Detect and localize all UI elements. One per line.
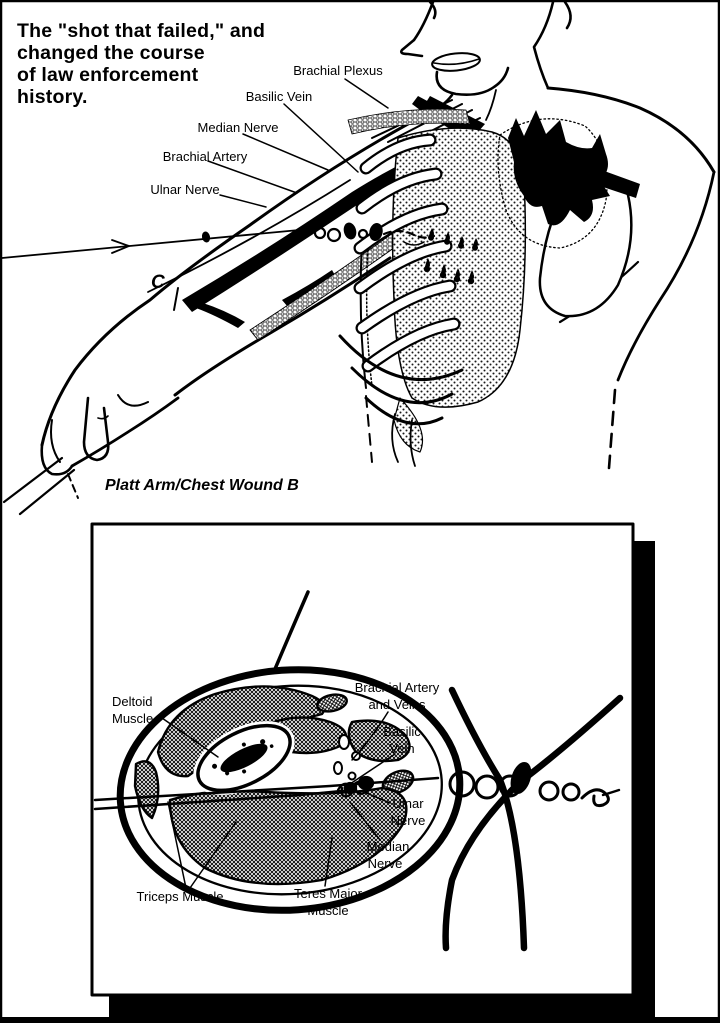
title-line-3: of law enforcement [17, 64, 199, 86]
point-marker-c: C [151, 272, 165, 293]
gun-line [4, 458, 62, 502]
leader-brachial-plexus [345, 79, 388, 108]
nose [401, 40, 422, 56]
vessel [349, 773, 356, 780]
leader-basilic-vein [284, 104, 358, 172]
face-profile [414, 2, 433, 40]
label-deltoid-2: Muscle [112, 711, 154, 726]
upper-diagram [2, 2, 714, 514]
torso-right-dashed [609, 390, 615, 468]
label-basilic-vein: Basilic Vein [245, 89, 313, 104]
label-median-2: Nerve [367, 856, 403, 871]
label-teres-2: Muscle [307, 903, 349, 918]
label-ulnar-2: Nerve [390, 813, 426, 828]
label-basilic-2: Vein [389, 741, 415, 756]
torso-right [618, 172, 714, 380]
label-brachial-artery-veins-1: Brachial Artery [354, 680, 440, 695]
figure-caption: Platt Arm/Chest Wound B [105, 477, 299, 494]
hair-line [565, 2, 571, 28]
label-brachial-artery-veins-2: and Veins [368, 697, 426, 712]
leader-median-nerve [243, 134, 328, 170]
label-teres-1: Teres Major [294, 886, 362, 901]
brachial-vessels [339, 735, 349, 749]
artery-tail [196, 302, 245, 328]
chin-jaw [437, 68, 508, 95]
leader-ulnar-nerve [220, 195, 266, 207]
lung [393, 128, 526, 407]
label-deltoid-1: Deltoid [112, 694, 153, 709]
label-median-1: Median [366, 839, 410, 854]
label-basilic-1: Basilic [383, 724, 421, 739]
cutaway-left-dashed [366, 396, 372, 462]
label-brachial-artery: Brachial Artery [162, 149, 248, 164]
bullet-dot [201, 231, 211, 243]
title-line-2: changed the course [17, 42, 205, 64]
finger-line [118, 395, 148, 406]
chest-front-line [486, 90, 496, 120]
label-ulnar-1: Ulnar [392, 796, 424, 811]
title-line-1: The "shot that failed," and [17, 20, 266, 42]
label-median-nerve: Median Nerve [197, 120, 279, 135]
label-ulnar-nerve: Ulnar Nerve [150, 182, 220, 197]
figure-title [17, 20, 265, 108]
marker-tick [174, 288, 178, 310]
gun-dash [68, 474, 78, 498]
label-brachial-plexus: Brachial Plexus [293, 63, 383, 78]
lower-panel [92, 524, 655, 1017]
gun-line [20, 470, 74, 514]
lips [431, 51, 481, 73]
head-right [534, 2, 553, 88]
chest-cutaway [340, 110, 640, 466]
title-line-4: history. [17, 86, 88, 108]
thumb-inner [51, 420, 60, 462]
basilic-vein-vessel [334, 762, 342, 774]
leader-brachial-artery [208, 161, 297, 193]
label-triceps: Triceps Muscle [136, 889, 224, 904]
